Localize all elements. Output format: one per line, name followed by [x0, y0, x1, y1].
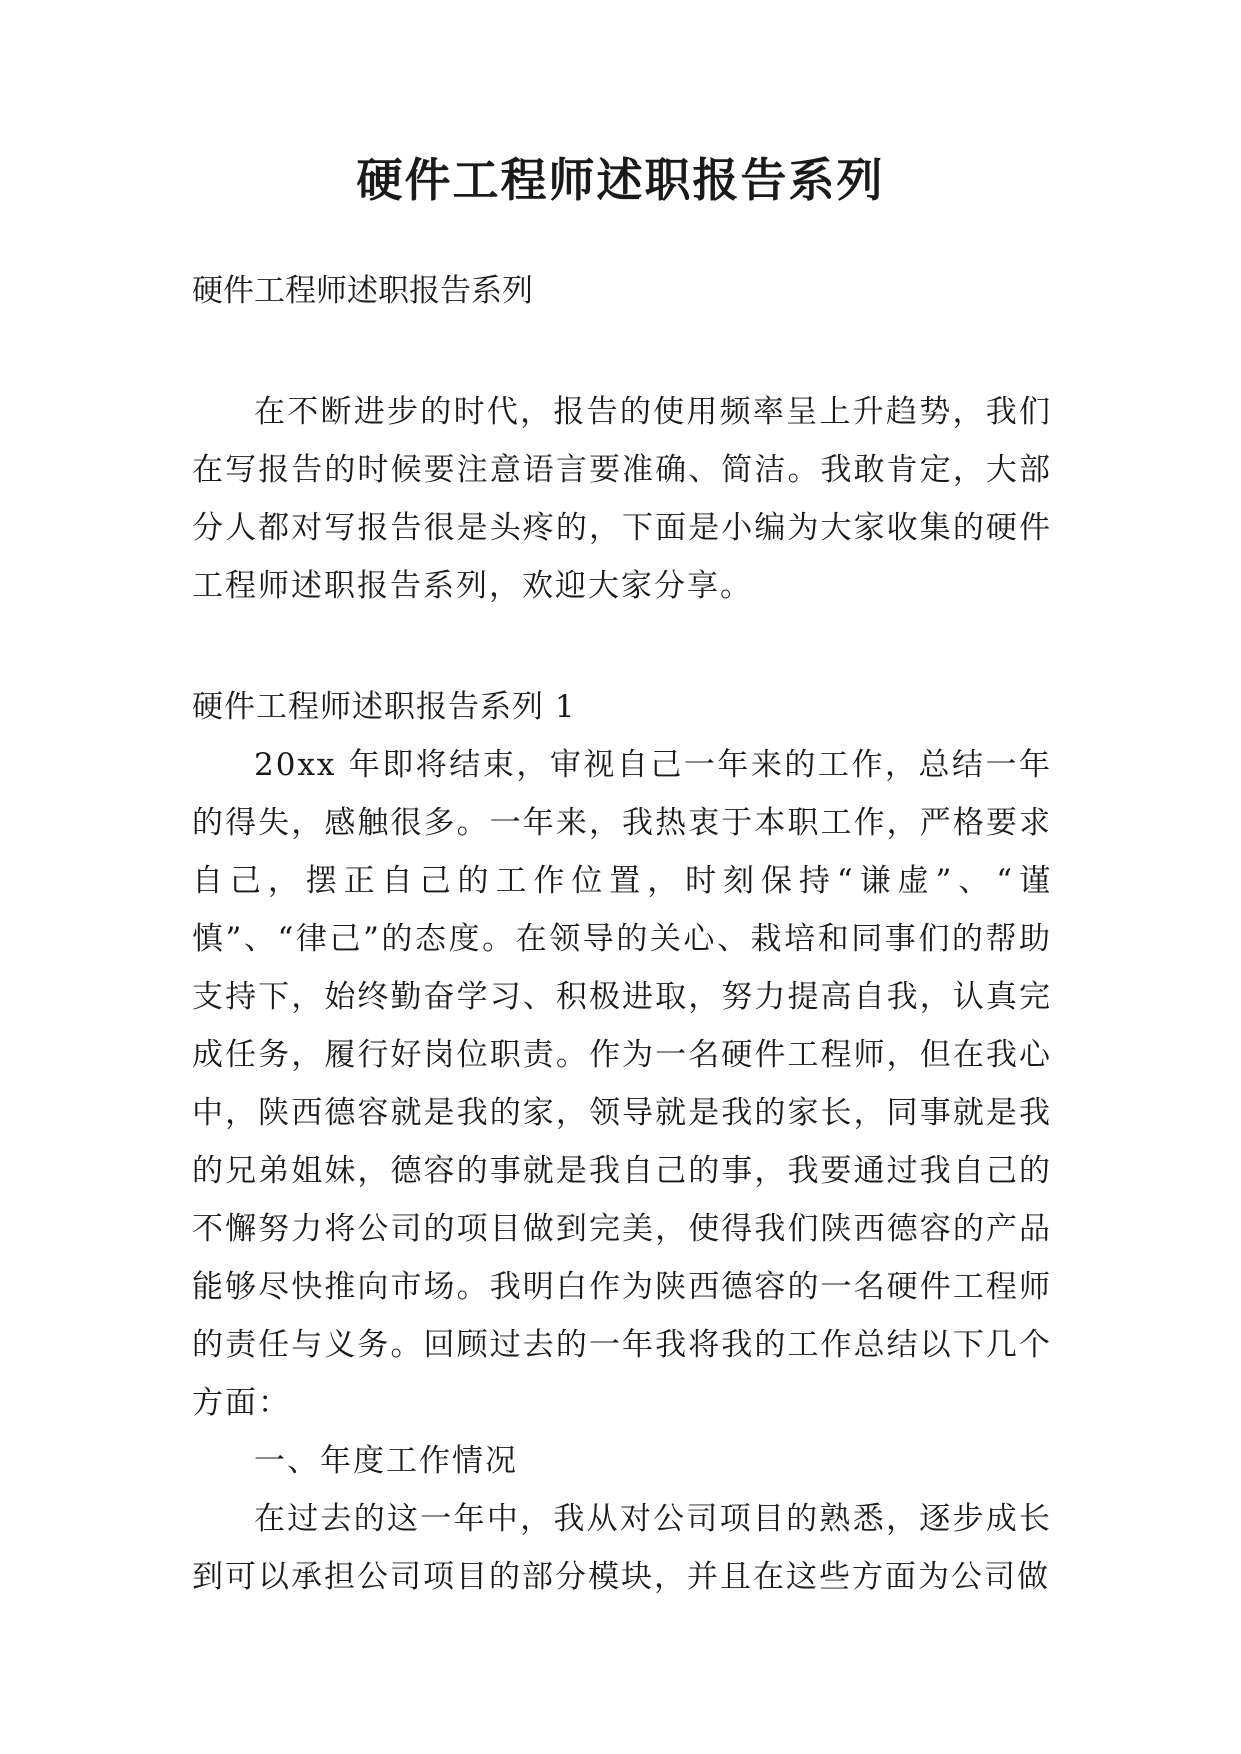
page-title: 硬件工程师述职报告系列: [356, 153, 885, 207]
document-subtitle: 硬件工程师述职报告系列: [192, 273, 533, 309]
sub-heading: 一、年度工作情况: [254, 1443, 518, 1479]
body-paragraph: 在过去的这一年中，我从对公司项目的熟悉，逐步成长到可以承担公司项目的部分模块，并且在这些方面为公司做: [192, 1501, 1052, 1595]
body-paragraph: 20xx 年即将结束，审视自己一年来的工作，总结一年的得失，感触很多。一年来，我热衷于本职工作，严格要求自己，摆正自己的工作位置，时刻保持“谦虚”、“谨慎”、“律己”的态度。在领导的关心、栽培和同事们的帮助支持下，始终勤奋学习、积极进取，努力提高自我，认真完成任务，履行好岗位职责。作为一名硬件工程师，但在我心中，陕西德容就是我的家，领导就是我的家长，同事就是我的兄弟姐妹，德容的事就是我自己的事，我要通过我自己的不懈努力将公司的项目做到完美，使得我们陕西德容的产品能够尽快推向市场。我明白作为陕西德容的一名硬件工程师的责任与义务。回顾过去的一年我将我的工作总结以下几个方面：: [192, 747, 1052, 1421]
section-heading: 硬件工程师述职报告系列 1: [192, 689, 576, 725]
intro-paragraph: 在不断进步的时代，报告的使用频率呈上升趋势，我们在写报告的时候要注意语言要准确、简洁。我敢肯定，大部分人都对写报告很是头疼的，下面是小编为大家收集的硬件工程师述职报告系列，欢迎大家分享。: [192, 394, 1052, 604]
document-body: [192, 262, 1052, 1606]
